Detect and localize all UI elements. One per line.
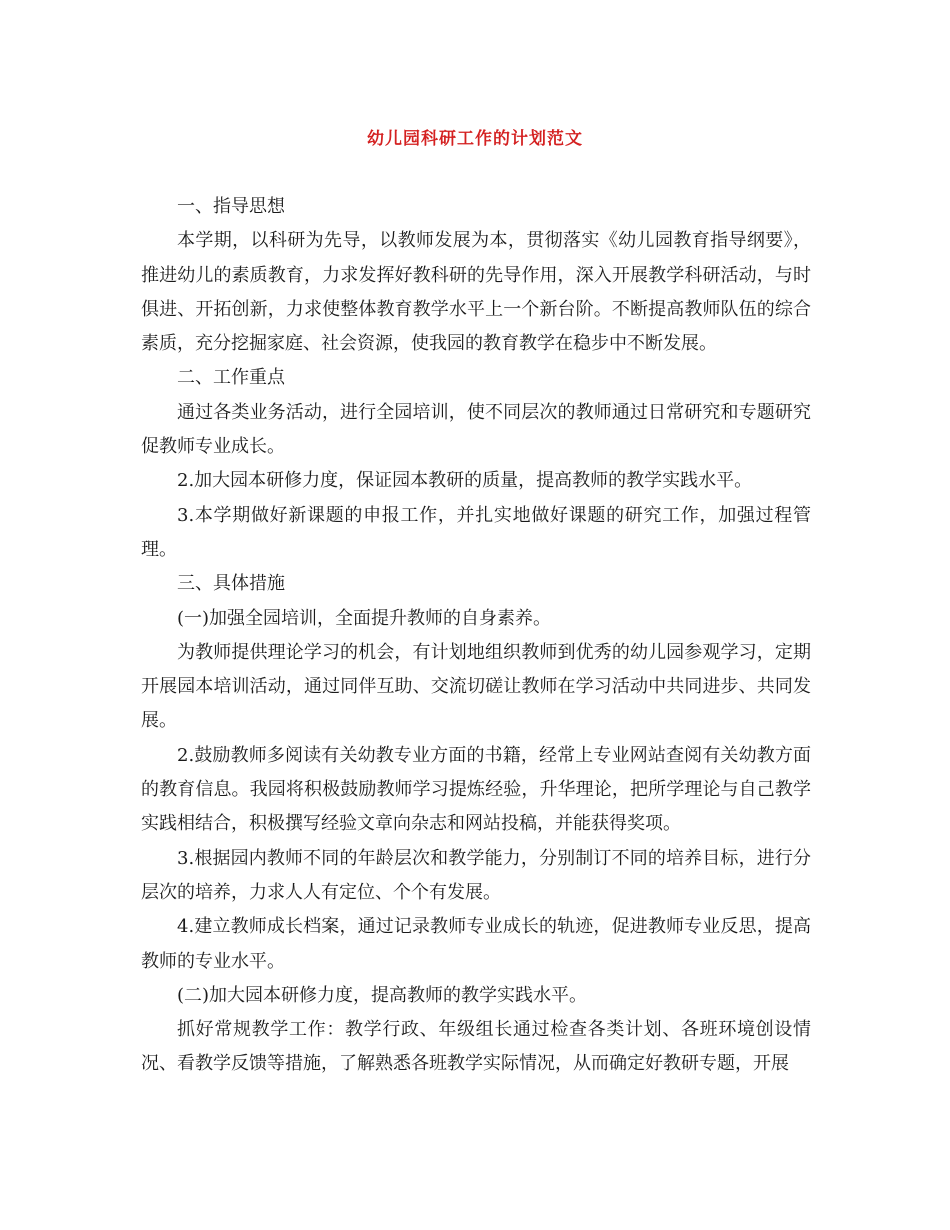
- document-body: [141, 190, 811, 1082]
- section-heading-specific-measures: 三、具体措施: [177, 573, 285, 595]
- paragraph: 为教师提供理论学习的机会，有计划地组织教师到优秀的幼儿园参观学习，定期开展园本培训活动，通过同伴互助、交流切磋让教师在学习活动中共同进步、共同发展。: [141, 641, 811, 732]
- paragraph: 3.根据园内教师不同的年龄层次和教学能力，分别制订不同的培养目标，进行分层次的培养，力求人人有定位、个个有发展。: [141, 847, 811, 903]
- subsection-heading: (二)加大园本研修力度，提高教师的教学实践水平。: [177, 984, 588, 1006]
- paragraph: 4.建立教师成长档案，通过记录教师专业成长的轨迹，促进教师专业反思，提高教师的专业水平。: [141, 916, 811, 972]
- section-heading-guiding-ideology: 一、指导思想: [177, 196, 285, 217]
- section-heading-work-focus: 二、工作重点: [177, 367, 285, 389]
- document-title: 幼儿园科研工作的计划范文: [367, 129, 583, 149]
- paragraph: 通过各类业务活动，进行全园培训，使不同层次的教师通过日常研究和专题研究促教师专业成长。: [141, 401, 811, 458]
- paragraph: 3.本学期做好新课题的申报工作，并扎实地做好课题的研究工作，加强过程管理。: [141, 504, 811, 560]
- paragraph: 2.加大园本研修力度，保证园本教研的质量，提高教师的教学实践水平。: [177, 470, 753, 492]
- paragraph: 本学期，以科研为先导，以教师发展为本，贯彻落实《幼儿园教育指导纲要》，推进幼儿的素质教育，力求发挥好教科研的先导作用，深入开展教学科研活动，与时俱进、开拓创新，力求使整体教育教学水平上一个新台阶。不断提高教师队伍的综合素质，充分挖掘家庭、社会资源，使我园的教育教学在稳步中不断发展。: [141, 230, 811, 355]
- paragraph: 2.鼓励教师多阅读有关幼教专业方面的书籍，经常上专业网站查阅有关幼教方面的教育信息。我园将积极鼓励教师学习提炼经验，升华理论，把所学理论与自己教学实践相结合，积极撰写经验文章向杂志和网站投稿，并能获得奖项。: [141, 744, 811, 835]
- paragraph: 抓好常规教学工作：教学行政、年级组长通过检查各类计划、各班环境创设情况、看教学反馈等措施，了解熟悉各班教学实际情况，从而确定好教研专题，开展: [141, 1019, 811, 1075]
- subsection-heading: (一)加强全园培训，全面提升教师的自身素养。: [177, 607, 552, 629]
